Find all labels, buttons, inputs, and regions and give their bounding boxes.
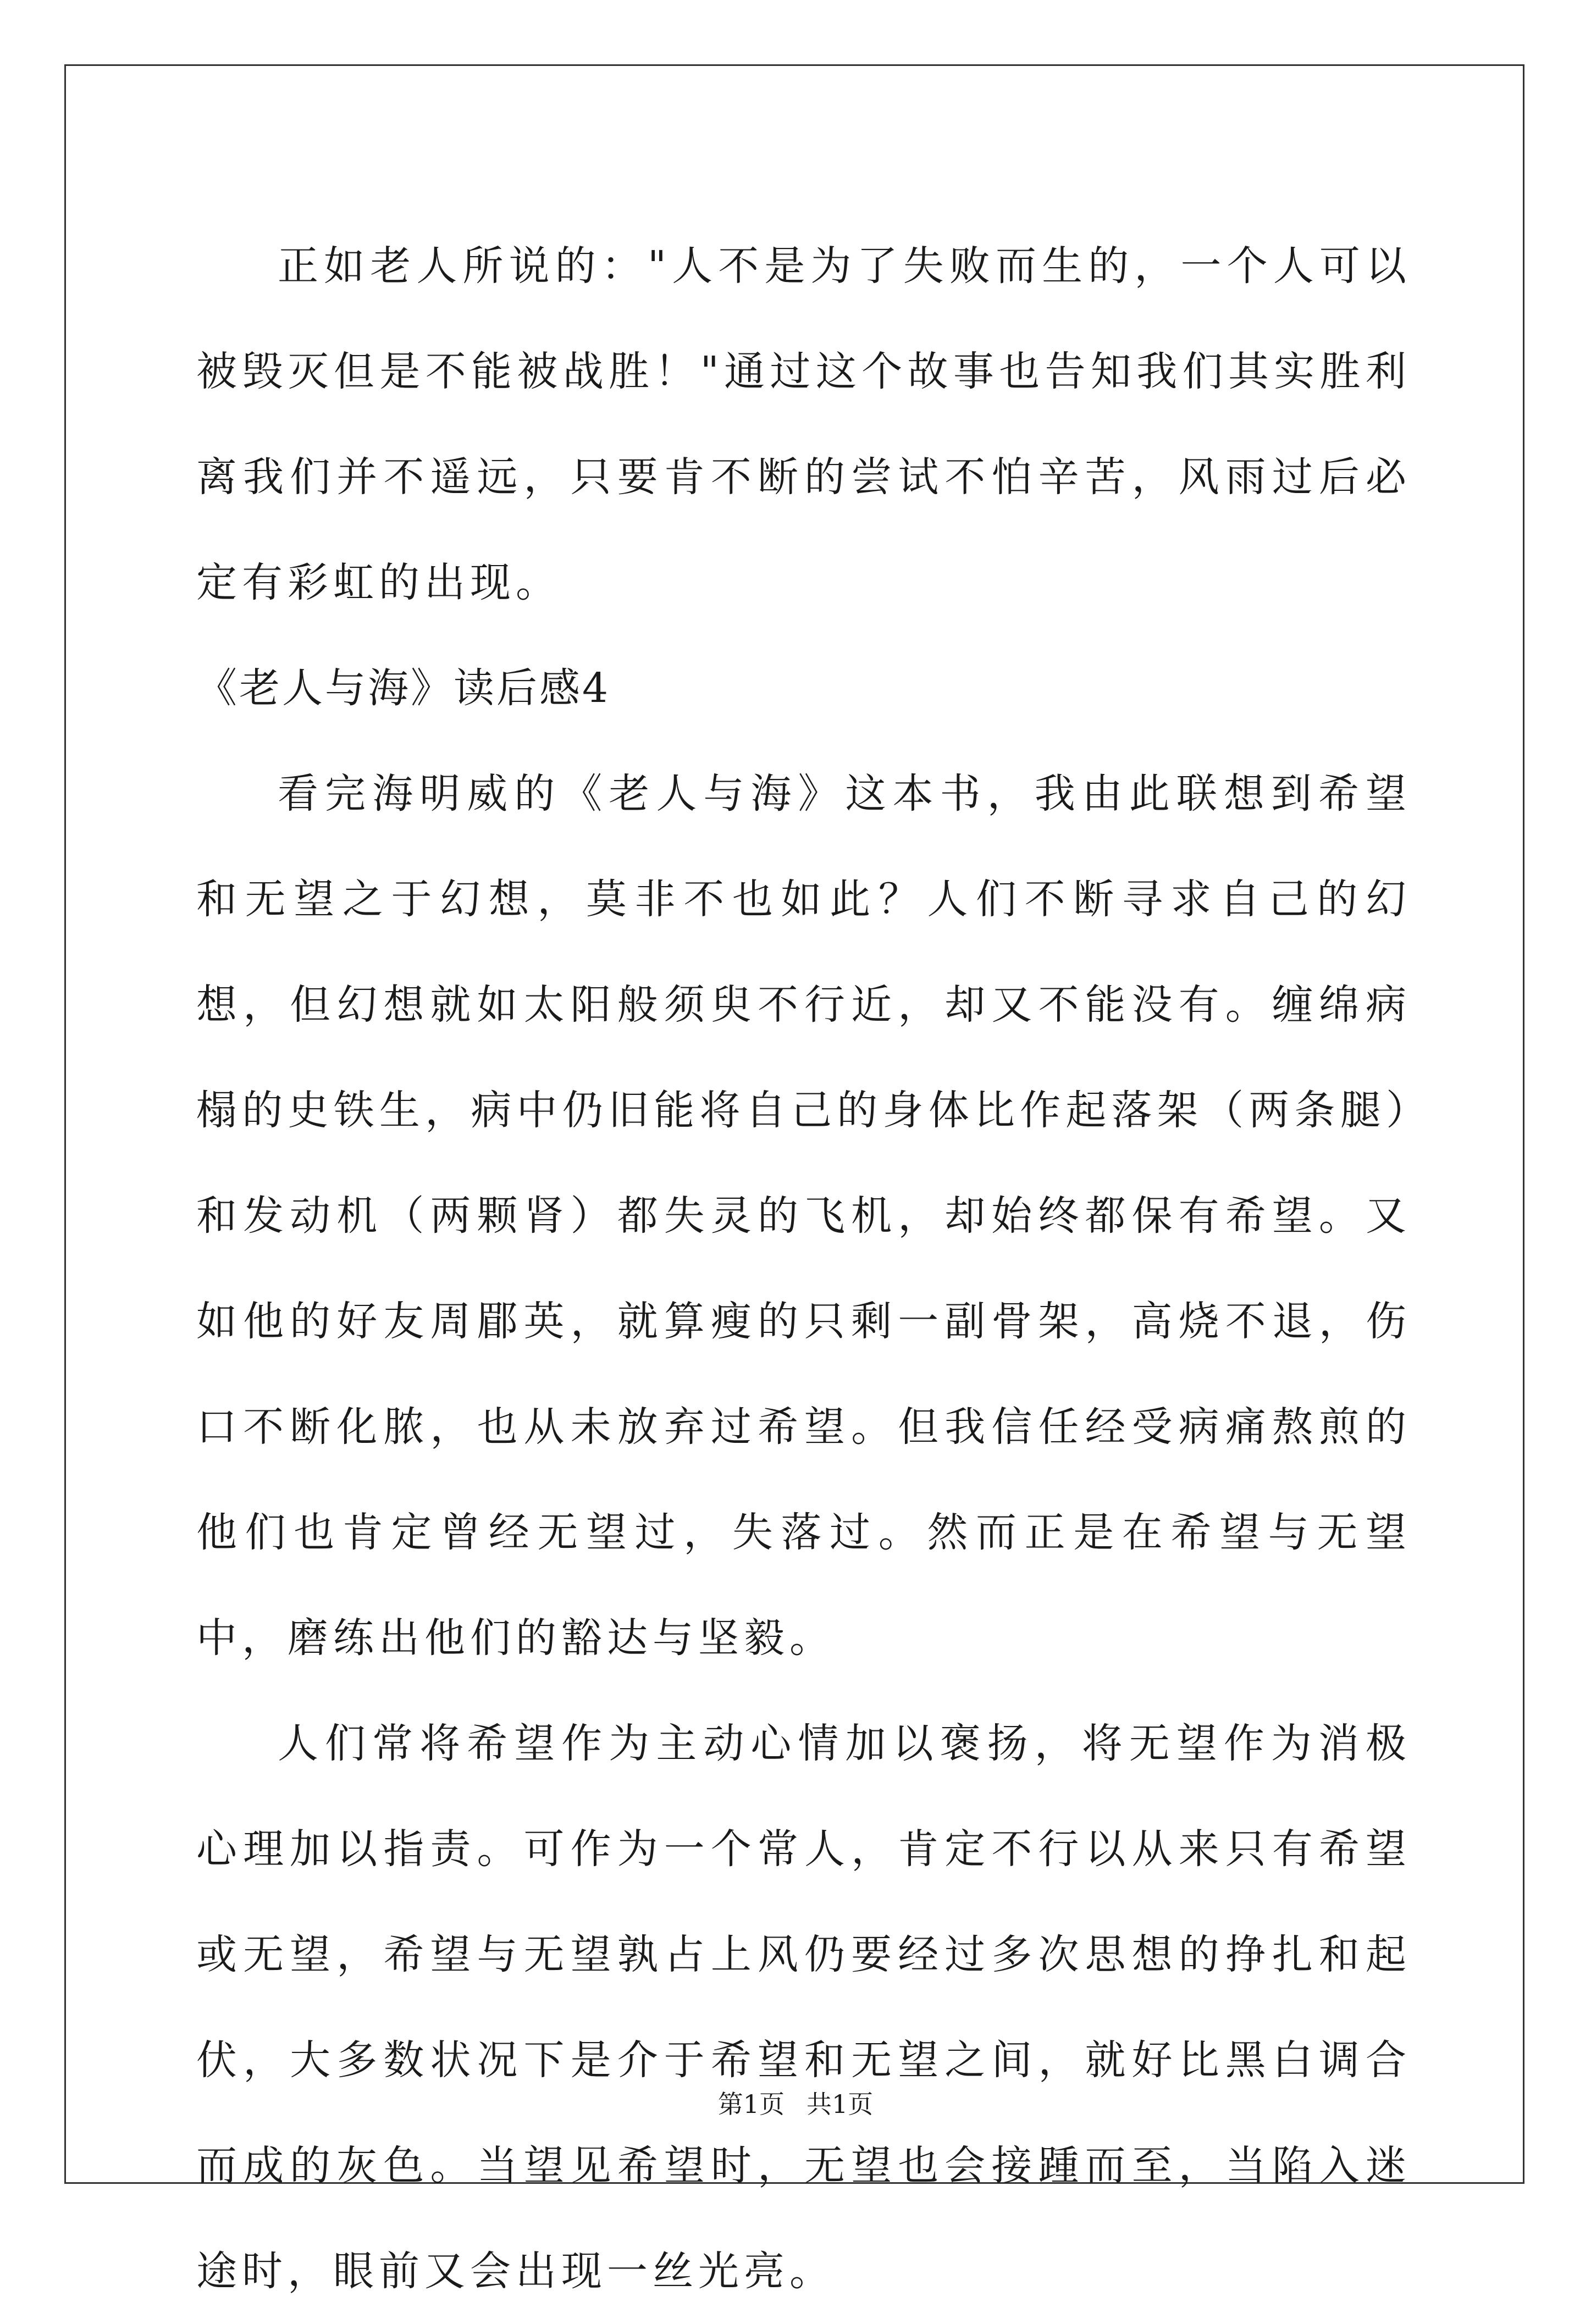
page-total: 共1页 xyxy=(806,2089,874,2119)
document-body xyxy=(196,213,1411,2324)
paragraph-3: 人们常将希望作为主动心情加以褒扬，将无望作为消极心理加以指责。可作为一个常人，肯定不行以从来只有希望或无望，希望与无望孰占上风仍要经过多次思想的挣扎和起伏，大多数状况下是介于希望和无望之间，就好比黑白调合而成的灰色。当望见希望时，无望也会接踵而至，当陷入迷途时，眼前又会出现一丝光亮。 xyxy=(196,1720,1411,2295)
section-heading: 《老人与海》读后感4 xyxy=(196,665,611,712)
paragraph-2: 看完海明威的《老人与海》这本书，我由此联想到希望和无望之于幻想，莫非不也如此？人们不断寻求自己的幻想，但幻想就如太阳般须臾不行近，却又不能没有。缠绵病榻的史铁生，病中仍旧能将自己的身体比作起落架（两条腿）和发动机（两颗肾）都失灵的飞机，却始终都保有希望。又如他的好友周郿英，就算瘦的只剩一副骨架，高烧不退，伤口不断化脓，也从未放弃过希望。但我信任经受病痛熬煎的他们也肯定曾经无望过，失落过。然而正是在希望与无望中，磨练出他们的豁达与坚毅。 xyxy=(196,770,1411,1662)
page-number: 第1页 xyxy=(717,2089,785,2119)
page-footer xyxy=(0,2088,1591,2121)
paragraph-1: 正如老人所说的："人不是为了失败而生的，一个人可以被毁灭但是不能被战胜！"通过这个故事也告知我们其实胜利离我们并不遥远，只要肯不断的尝试不怕辛苦，风雨过后必定有彩虹的出现。 xyxy=(196,242,1411,606)
